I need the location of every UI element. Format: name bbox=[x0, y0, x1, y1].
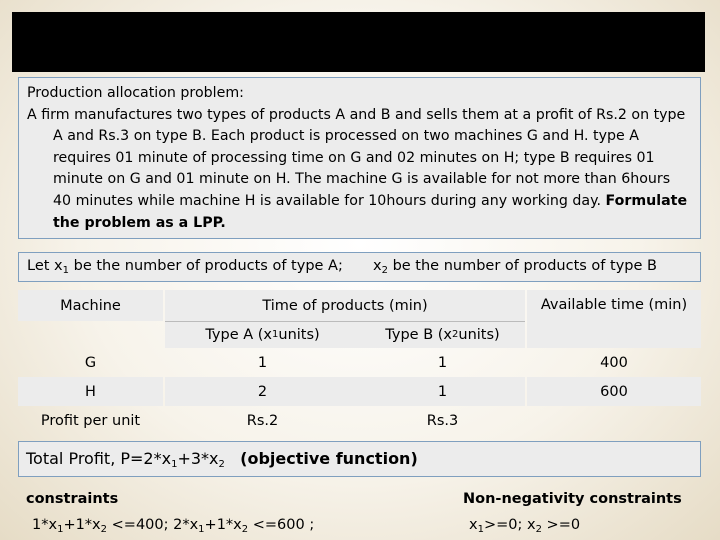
table-row-h-machine: H bbox=[18, 377, 163, 406]
constraints-expressions: $1*x_1+1*x_2 <=400$; $2*x_1+1*x_2 <=600$ ; bbox=[32, 517, 315, 535]
problem-heading: Production allocation problem: bbox=[27, 85, 244, 101]
table-row-h-available: 600 bbox=[527, 377, 701, 406]
constraints-block bbox=[26, 486, 314, 538]
x1-definition: Let $x_1$ be the number of products of type A; bbox=[27, 258, 343, 276]
header-type-a: Type A (x 1 units) bbox=[165, 321, 360, 348]
non-negativity-heading: Non-negativity constraints bbox=[463, 491, 682, 507]
problem-body bbox=[27, 105, 692, 235]
header-available: Available time (min) bbox=[527, 290, 701, 348]
non-negativity-block bbox=[463, 486, 682, 538]
non-negativity-expressions: $x_1>=0$; $x_2 >=0$ bbox=[469, 517, 581, 535]
table-row-g-a: 1 bbox=[257, 354, 268, 371]
header-machine: Machine bbox=[18, 290, 163, 321]
problem-statement-box bbox=[18, 77, 701, 239]
problem-body-text: A firm manufactures two types of products A and B and sells them at a profit of Rs.2 on type A and Rs.3 on type B. Each product is processed on two machines G and H. type A requires 01 minute of processing time on G and 02 minutes on H; type B requires 01 minute on G and 01 minute on H. The machine G is available for not more than 6hours 40 minutes while machine H is available for 10hours during any working day. bbox=[27, 106, 686, 209]
problem-task: Formulate the problem as a LPP. bbox=[53, 192, 688, 231]
header-type-b: Type B (x 2 units) bbox=[360, 321, 525, 348]
header-divider bbox=[165, 321, 525, 322]
table-row-profit-available bbox=[527, 406, 701, 435]
table-row-profit-label: Profit per unit bbox=[40, 412, 141, 429]
x2-definition: $x_2$ be the number of products of type B bbox=[373, 258, 657, 276]
table-row-h-a: 2 bbox=[165, 377, 360, 406]
objective-function: Total Profit, $P=2*x_1+3*x_2$ (objective function) bbox=[26, 449, 418, 470]
header-time: Time of products (min) bbox=[165, 290, 525, 321]
table-row-g-b: 1 bbox=[437, 354, 448, 371]
variable-definitions bbox=[18, 252, 701, 282]
slide-title-bar bbox=[12, 12, 705, 72]
table-row-g-available: 400 bbox=[600, 354, 628, 371]
table-row-h-b: 1 bbox=[360, 377, 525, 406]
table-row-g-machine: G bbox=[84, 354, 97, 371]
objective-function-box bbox=[18, 441, 701, 477]
table-row-profit-b: Rs.3 bbox=[426, 412, 459, 429]
constraints-heading: constraints bbox=[26, 491, 119, 507]
table-row-profit-a: Rs.2 bbox=[246, 412, 279, 429]
